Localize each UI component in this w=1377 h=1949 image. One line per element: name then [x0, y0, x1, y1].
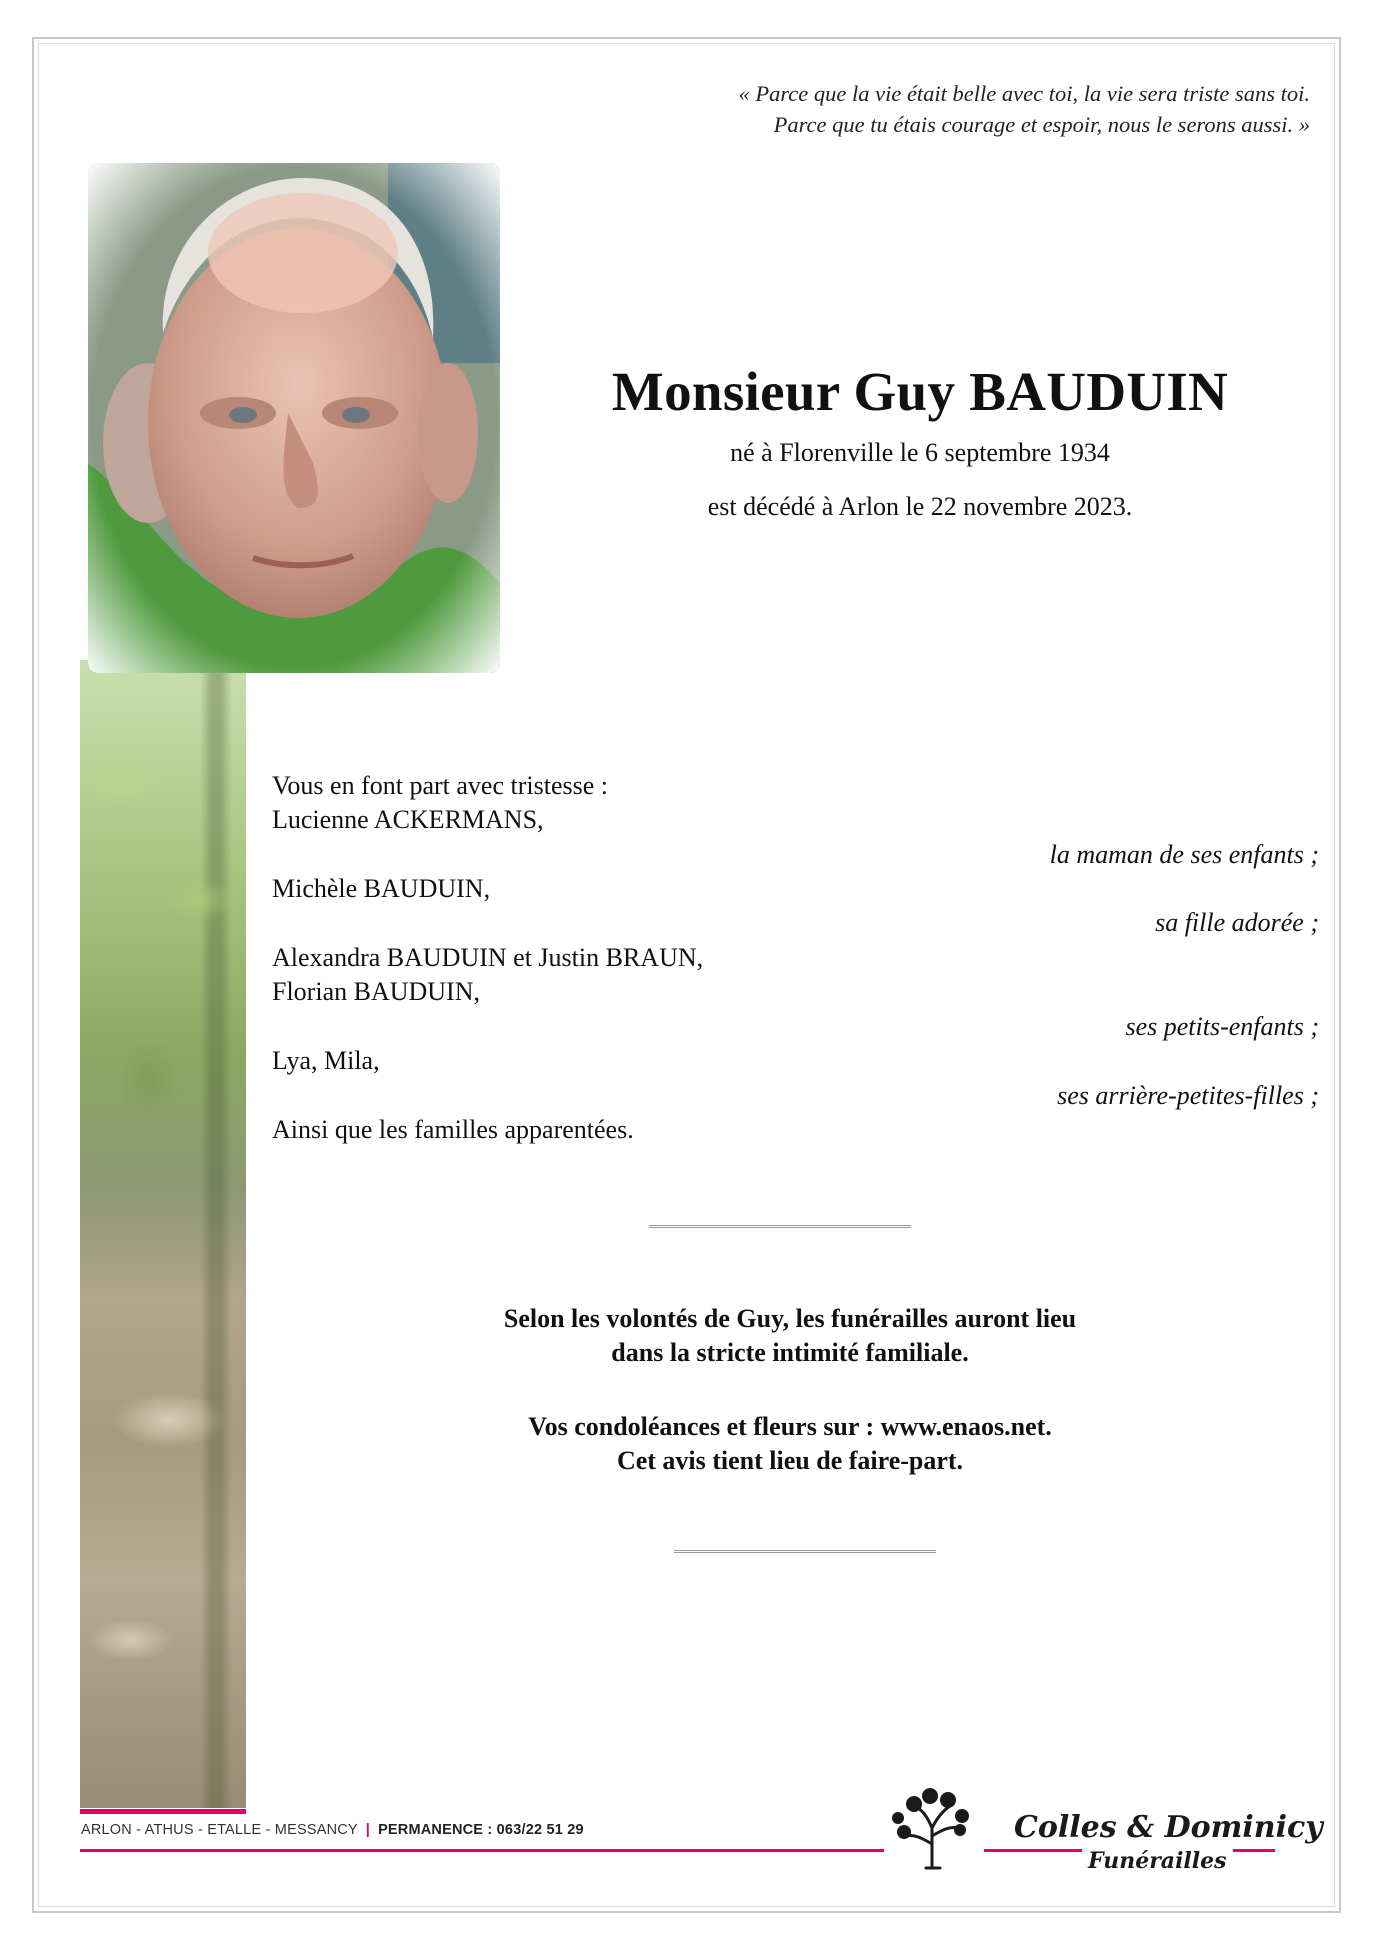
family-closing: Ainsi que les familles apparentées. — [272, 1115, 634, 1144]
family-relation: la maman de ses enfants ; — [1049, 840, 1319, 869]
quote-line-1: « Parce que la vie était belle avec toi, la vie sera triste sans toi. — [738, 81, 1310, 106]
notice-line-3: Vos condoléances et fleurs sur : www.enaos.net. — [528, 1412, 1052, 1441]
condolences-notice — [420, 1410, 1160, 1478]
family-member: Alexandra BAUDUIN et Justin BRAUN, — [272, 943, 704, 972]
divider — [649, 1225, 911, 1230]
divider — [674, 1550, 936, 1555]
funeral-notice — [420, 1302, 1160, 1370]
company-name: Colles & Dominicy — [1010, 1810, 1327, 1845]
portrait-photo — [88, 163, 500, 673]
deceased-name: Monsieur Guy BAUDUIN — [611, 361, 1229, 422]
family-member: Lya, Mila, — [272, 1046, 380, 1075]
notice-line-2: dans la stricte intimité familiale. — [611, 1338, 969, 1367]
family-member: Florian BAUDUIN, — [272, 977, 480, 1006]
locations-text: ARLON - ATHUS - ETALLE - MESSANCY — [81, 1822, 358, 1838]
family-relation: ses arrière-petites-filles ; — [1057, 1081, 1319, 1110]
notice-line-1: Selon les volontés de Guy, les funérailles auront lieu — [503, 1304, 1077, 1333]
footer-locations — [81, 1822, 584, 1838]
epitaph-quote — [738, 78, 1310, 140]
notice-line-4: Cet avis tient lieu de faire-part. — [616, 1446, 964, 1475]
death-info: est décédé à Arlon le 22 novembre 2023. — [707, 492, 1133, 521]
permanence-text: PERMANENCE : 063/22 51 29 — [378, 1822, 584, 1838]
family-relation: sa fille adorée ; — [1155, 908, 1319, 937]
footer-separator: | — [365, 1822, 371, 1838]
quote-line-2: Parce que tu étais courage et espoir, nous le serons aussi. » — [773, 112, 1310, 137]
forest-path-image — [80, 660, 246, 1808]
family-intro: Vous en font part avec tristesse : — [272, 771, 608, 800]
family-member: Michèle BAUDUIN, — [272, 874, 491, 903]
tree-logo-icon — [884, 1786, 984, 1870]
family-relation: ses petits-enfants ; — [1125, 1012, 1319, 1041]
family-member: Lucienne ACKERMANS, — [272, 805, 544, 834]
company-subtitle: Funérailles — [1082, 1848, 1233, 1874]
birth-info: né à Florenville le 6 septembre 1934 — [730, 438, 1110, 467]
